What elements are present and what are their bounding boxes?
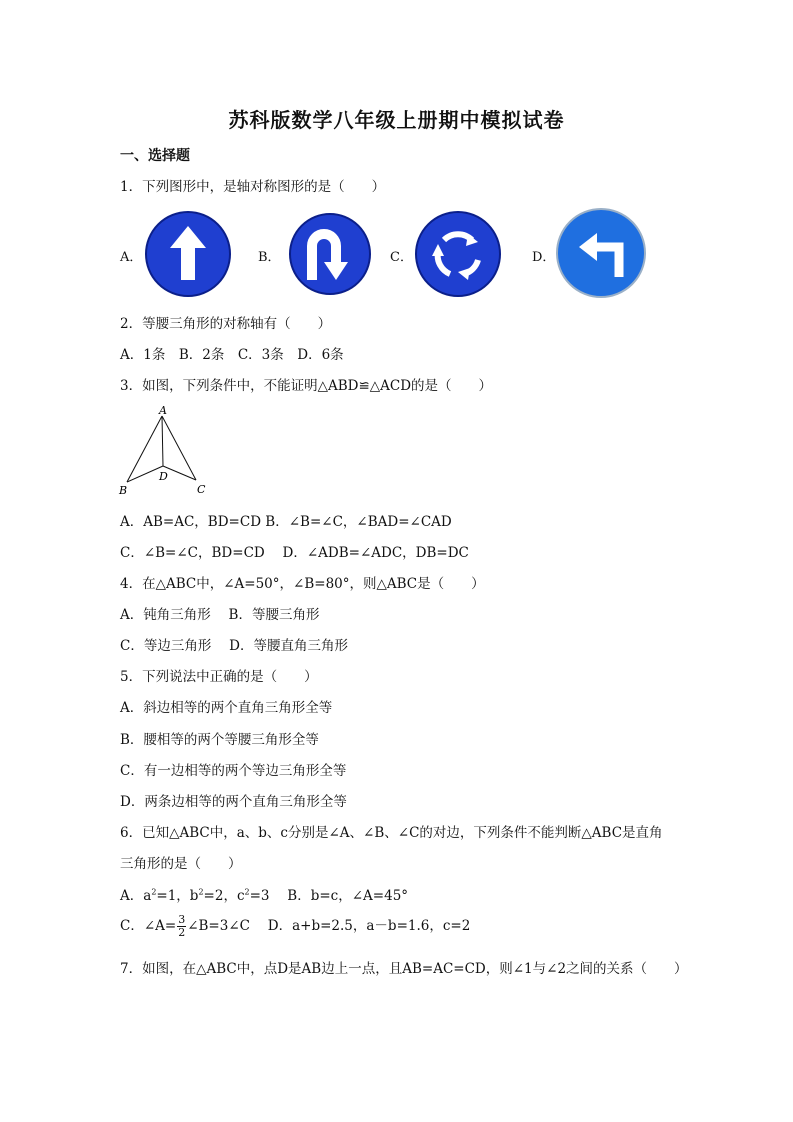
question-5-option-d: D．两条边相等的两个直角三角形全等 [120, 794, 347, 810]
question-7-stem: 7．如图，在△ABC中，点D是AB边上一点，且AB=AC=CD，则∠1与∠2之间的关系（ ） [120, 961, 688, 977]
fig-edge-bd [127, 466, 163, 482]
question-3-stem: 3．如图，下列条件中，不能证明△ABD≌△ACD的是（ ） [120, 378, 493, 394]
question-3-options-row-2: C．∠B=∠C，BD=CD D．∠ADB=∠ADC，DB=DC [120, 545, 469, 561]
page-title: 苏科版数学八年级上册期中模拟试卷 [228, 108, 565, 132]
triangle-figure [116, 404, 216, 499]
question-5-option-b: B．腰相等的两个等腰三角形全等 [120, 732, 319, 748]
fraction: $\frac{3}{2}$ [178, 913, 186, 939]
fig-label-b: B [119, 484, 128, 497]
u-turn-icon [288, 212, 372, 296]
fig-edge-dc [163, 466, 196, 480]
question-5-stem: 5．下列说法中正确的是（ ） [120, 669, 318, 685]
arrow-up-icon [144, 210, 232, 298]
question-5-option-c: C．有一边相等的两个等边三角形全等 [120, 763, 347, 779]
question-6-options-row-2: C．∠A= $\frac{3}{2}$ ∠B=3∠C D．a+b=2.5，a－b=1.6，c=2 [120, 913, 471, 939]
question-2-options: A．1条 B．2条 C．3条 D．6条 [120, 347, 344, 363]
fig-edge-ad [162, 416, 163, 466]
roundabout-icon [414, 210, 502, 298]
question-6-stem-line-1: 6．已知△ABC中，a、b、c分别是∠A、∠B、∠C的对边，下列条件不能判断△ABC是直角 [120, 825, 663, 841]
question-6-options-row-1: A．$a^2=1$，$b^2=2$，$c^2=3$ B．b=c，∠A=45° [120, 887, 409, 904]
fig-label-c: C [197, 483, 206, 496]
question-2-stem: 2．等腰三角形的对称轴有（ ） [120, 316, 332, 332]
q1-option-c-label: C． [390, 250, 413, 265]
question-4-stem: 4．在△ABC中，∠A=50°，∠B=80°，则△ABC是（ ） [120, 576, 485, 592]
turn-left-icon [555, 207, 647, 299]
question-1-stem: 1．下列图形中，是轴对称图形的是（ ） [120, 179, 386, 195]
fig-label-a: A [159, 404, 167, 417]
q1-option-b-label: B． [258, 250, 281, 265]
fig-label-d: D [159, 470, 168, 483]
q1-option-d-label: D． [532, 250, 556, 265]
question-6-stem-line-2: 三角形的是（ ） [120, 856, 242, 872]
q1-option-a-label: A． [120, 250, 143, 265]
question-4-options-row-1: A．钝角三角形 B．等腰三角形 [120, 607, 320, 623]
section-heading: 一、选择题 [120, 148, 190, 164]
question-3-options-row-1: A．AB=AC，BD=CD B．∠B=∠C，∠BAD=∠CAD [120, 514, 452, 530]
question-4-options-row-2: C．等边三角形 D．等腰直角三角形 [120, 638, 348, 654]
fig-edge-ab [127, 416, 162, 482]
question-5-option-a: A．斜边相等的两个直角三角形全等 [120, 700, 333, 716]
